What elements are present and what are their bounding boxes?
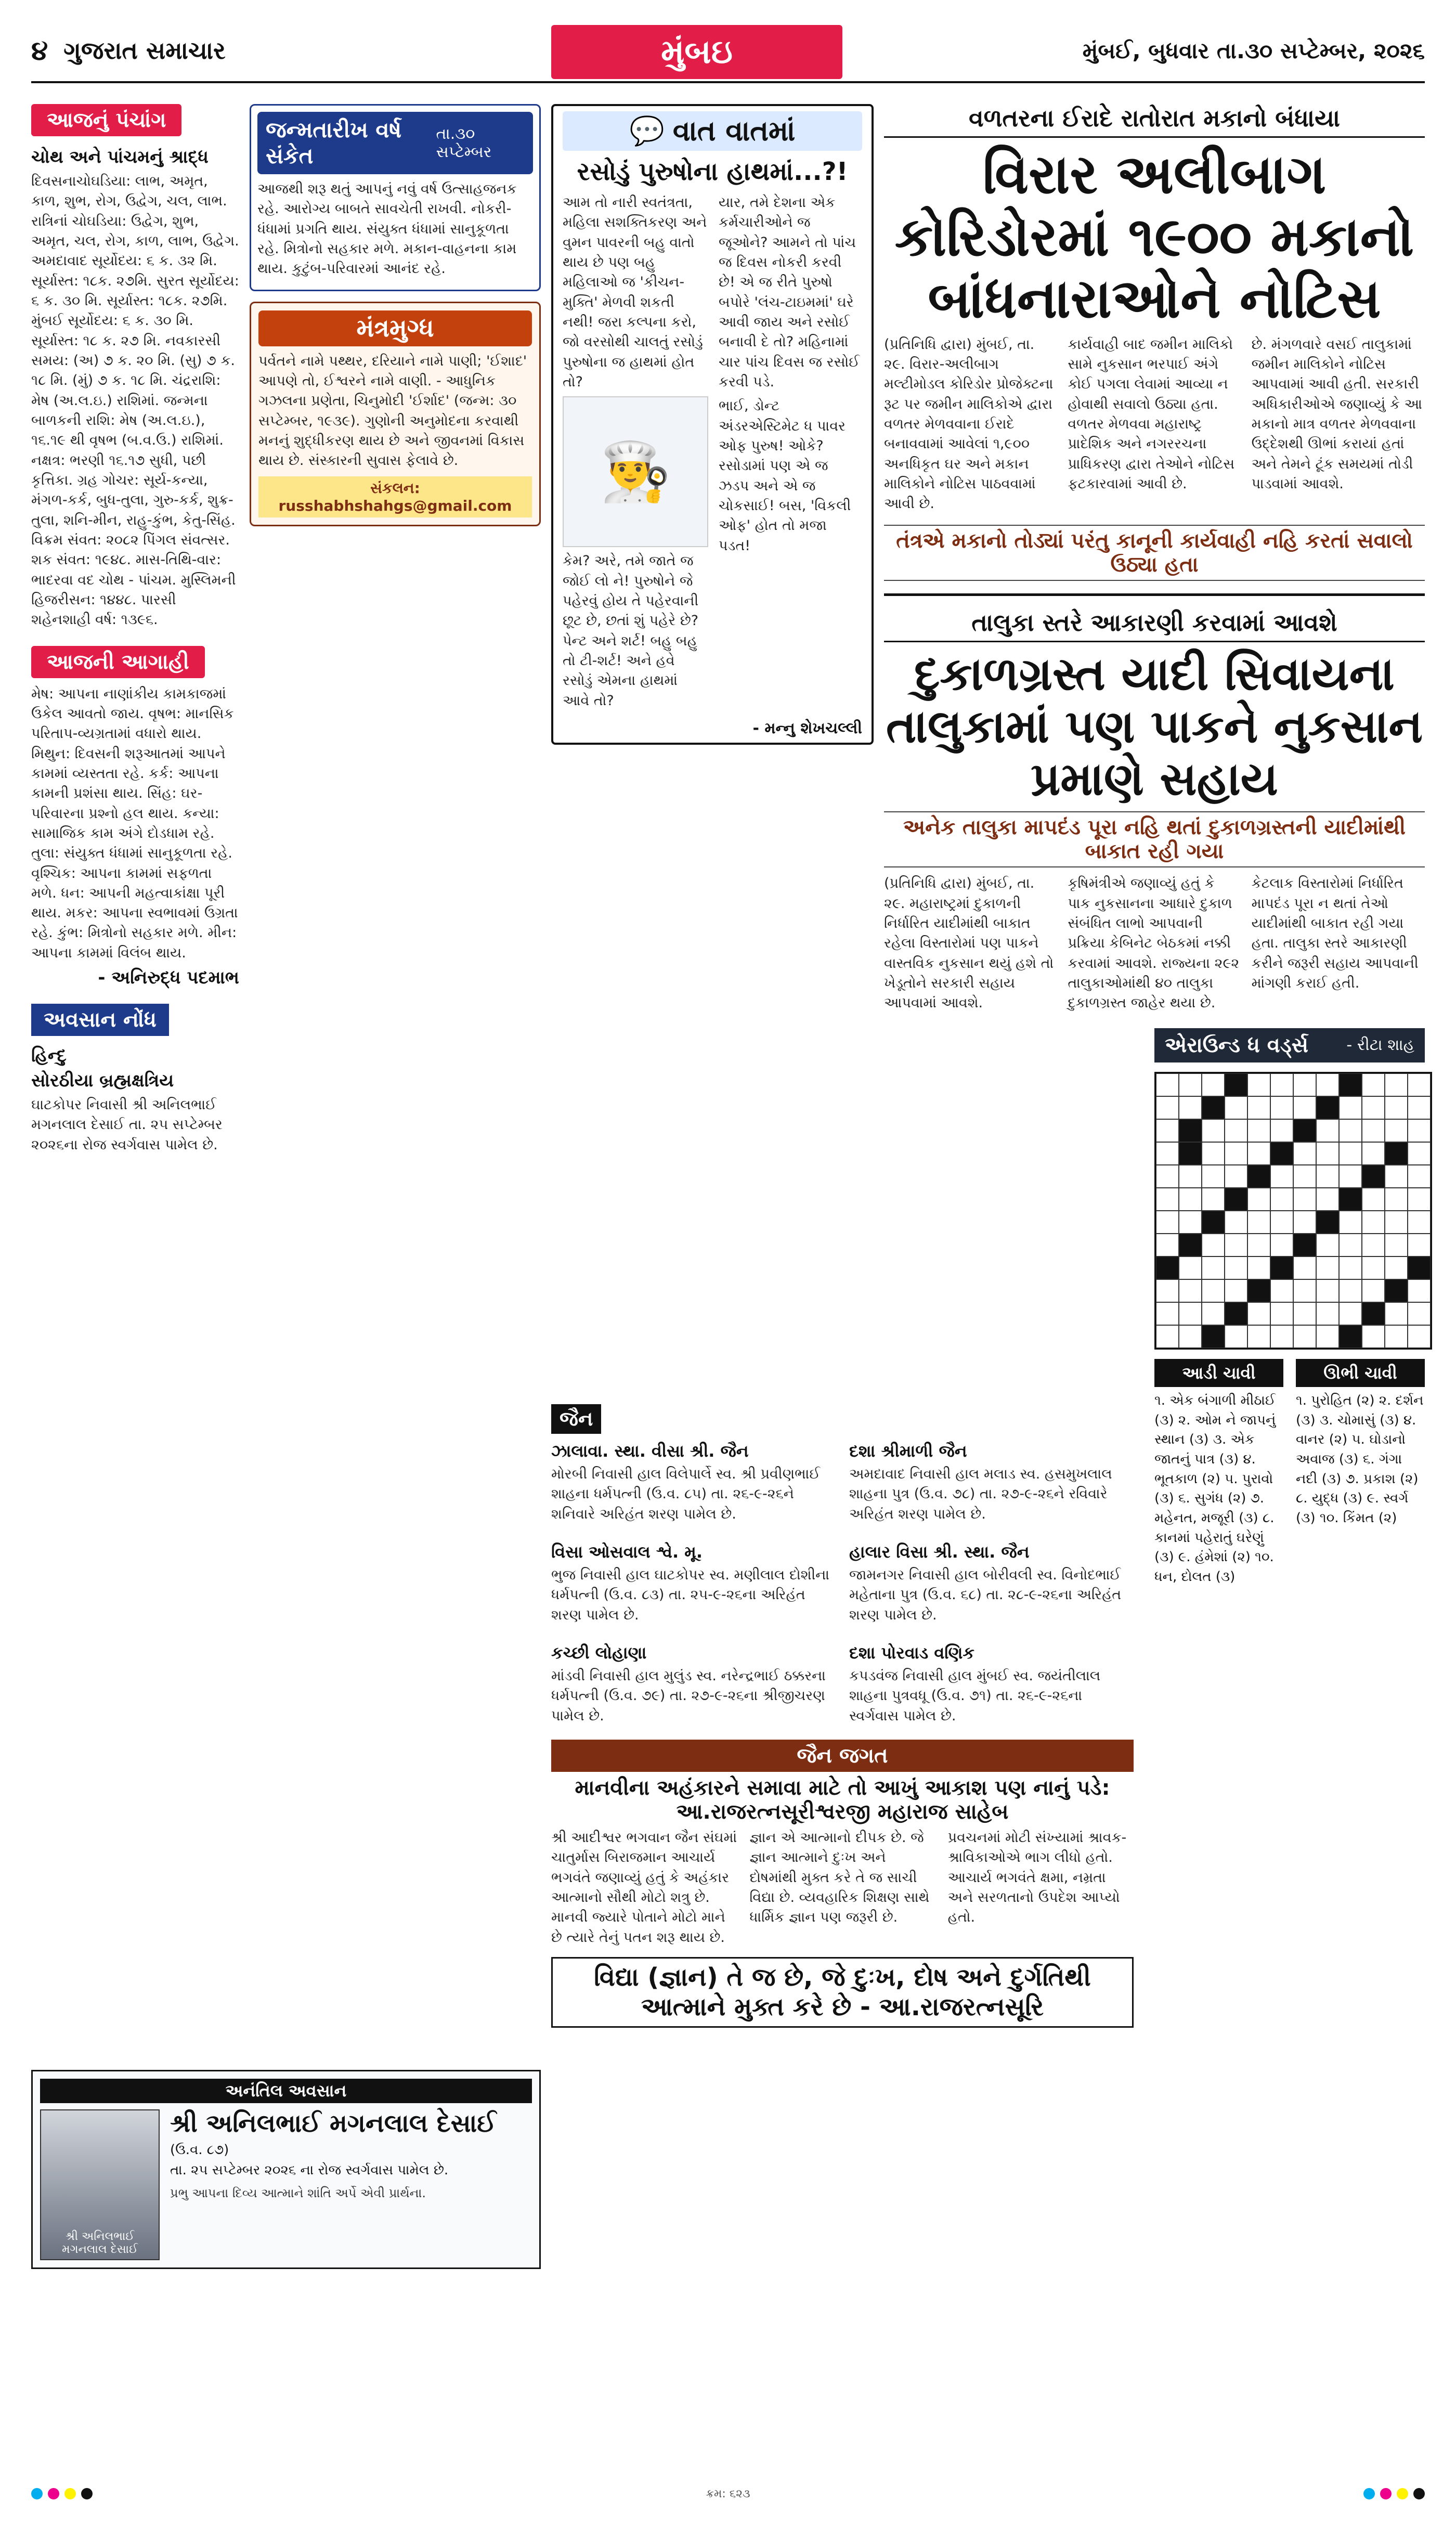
- crossword-cell[interactable]: [1179, 1073, 1202, 1096]
- crossword-cell[interactable]: [1270, 1256, 1293, 1279]
- crossword-cell[interactable]: [1179, 1279, 1202, 1302]
- crossword-cell[interactable]: [1339, 1073, 1362, 1096]
- crossword-cell[interactable]: [1385, 1302, 1408, 1325]
- crossword-cell[interactable]: [1316, 1256, 1339, 1279]
- crossword-cell[interactable]: [1385, 1165, 1408, 1188]
- crossword-cell[interactable]: [1156, 1119, 1179, 1142]
- vaat-text-2: યાર, તમે દેશના એક કર્મચારીઓને જ જૂઓને? આમને તો પાંચ જ દિવસ નોકરી કરવી છે! એ જ રીતે પુરુષો બપોરે 'લંચ-ટાઇમમાં' ઘરે આવી જાય અને રસોઈ બનાવી દે તો? મહિનામાં ચાર પાંચ દિવસ જ રસોઈ કરવી પડે.: [719, 195, 860, 390]
- crossword-cell[interactable]: [1179, 1188, 1202, 1211]
- crossword-cell[interactable]: [1339, 1234, 1362, 1256]
- crossword-cell[interactable]: [1293, 1119, 1316, 1142]
- crossword-cell[interactable]: [1179, 1302, 1202, 1325]
- tribute-photo-caption: શ્રી અનિલભાઈ મગનલાલ દેસાઈ: [61, 2230, 138, 2256]
- crossword-cell[interactable]: [1408, 1142, 1431, 1165]
- tribute-photo: [40, 2109, 160, 2260]
- magenta-dot-icon: [48, 2488, 59, 2499]
- crossword-cell[interactable]: [1225, 1256, 1247, 1279]
- crossword-cell[interactable]: [1202, 1165, 1225, 1188]
- crossword-cell[interactable]: [1225, 1119, 1247, 1142]
- crossword-cell[interactable]: [1362, 1234, 1385, 1256]
- obituary-item-title: વિસા ઓસવાલ શ્વે. મૂ.: [551, 1541, 703, 1562]
- black-dot-icon: [1413, 2488, 1425, 2499]
- crossword-cell[interactable]: [1156, 1325, 1179, 1348]
- crossword-cell[interactable]: [1270, 1188, 1293, 1211]
- tribute-info: [170, 2109, 496, 2200]
- crossword-cell[interactable]: [1247, 1188, 1270, 1211]
- crossword-cell[interactable]: [1362, 1211, 1385, 1234]
- crossword-cell[interactable]: [1339, 1188, 1362, 1211]
- forecast-author: - અનિરુદ્ધ પદમાભ: [98, 967, 239, 989]
- crossword-cell[interactable]: [1225, 1142, 1247, 1165]
- vaat-header: [563, 111, 862, 151]
- panchang-text: દિવસનાચોઘડિયા: લાભ, અમૃત, કાળ, શુભ, રોગ, ઉદ્વેગ, ચલ, લાભ. રાત્રિનાં ચોઘડિયા: ઉદ્વેગ, શુભ, અમૃત, ચલ, રોગ, કાળ, લાભ, ઉદ્વેગ. અમદાવાદ સૂર્યોદય: ૬ ક. ૩૨ મિ. સૂર્યાસ્ત: ૧૮ક. ૨૭મિ. સુરત સૂર્યોદય: ૬ ક. ૩૦ મિ. સૂર્યાસ્ત: ૧૮ક. ૨૭મિ. મુંબઈ સૂર્યોદય: ૬ ક. ૩૦ મિ. સૂર્યાસ્ત: ૧૮ ક. ૨૭ મિ. નવકારસી સમય: (અ) ૭ ક. ૨૦ મિ. (સુ) ૭ ક. ૧૮ મિ. (મું) ૭ ક. ૧૮ મિ. ચંદ્રરાશિ: મેષ (અ.લ.ઇ.) રાશિમાં. જન્મના બાળકની રાશિ: મેષ (અ.લ.ઇ.), ૧૬.૧૯ થી વૃષભ (બ.વ.ઉ.) રાશિમાં. નક્ષત્ર: ભરણી ૧૬.૧૭ સુધી, પછી કૃત્તિકા. ગ્રહ ગોચર: સૂર્ય-કન્યા, મંગળ-કર્ક, બુધ-તુલા, ગુરુ-કર્ક, શુક્ર-તુલા, શનિ-મીન, રાહુ-કુંભ, કેતુ-સિંહ. વિક્રમ સંવત: ૨૦૮૨ પિંગલ સંવત્સર. શક સંવત: ૧૯૪૮. માસ-તિથિ-વાર: ભાદરવા વદ ચોથ - પાંચમ. મુસ્લિમની હિજરીસન: ૧૪૪૮. પારસી શહેનશાહી વર્ષ: ૧૩૯૬.: [31, 173, 239, 628]
- crossword-cell[interactable]: [1385, 1325, 1408, 1348]
- birthday-date: તા.૩૦ સપ્ટેમ્બર: [436, 125, 492, 161]
- crossword-box: [1154, 1028, 1425, 1587]
- crossword-cell[interactable]: [1293, 1211, 1316, 1234]
- crossword-cell[interactable]: [1179, 1165, 1202, 1188]
- crossword-cell[interactable]: [1270, 1279, 1293, 1302]
- news2-col3: કેટલાક વિસ્તારોમાં નિર્ધારિત માપદંડ પૂરા ન થતાં તેઓ યાદીમાંથી બાકાત રહી ગયા હતા. તાલુકા સ્તરે આકારણી કરીને જરૂરી સહાય આપવાની માંગણી કરાઈ હતી.: [1251, 875, 1419, 991]
- crossword-cell[interactable]: [1362, 1325, 1385, 1348]
- crossword-cell[interactable]: [1247, 1119, 1270, 1142]
- crossword-author: - રીટા શાહ: [1346, 1036, 1414, 1055]
- city-banner: મુંબઇ: [551, 25, 842, 79]
- crossword-cell[interactable]: [1316, 1325, 1339, 1348]
- yellow-dot-icon: [1397, 2488, 1408, 2499]
- masthead-left: [31, 35, 226, 67]
- vaat-text-1: આમ તો નારી સ્વતંત્રતા, મહિલા સશક્તિકરણ અને વુમન પાવરની બહુ વાતો થાય છે પણ બહુ મહિલાઓ જ 'કીચન-મુક્તિ' મેળવી શકતી નથી! જરા કલ્પના કરો, જો વરસોથી ચાલતું રસોડું પુરુષોના જ હાથમાં હોત તો?: [563, 195, 707, 390]
- footer-code: ક્રમ: ૬૨૩: [706, 2487, 750, 2500]
- obituary-item: [849, 1441, 1134, 1528]
- birthday-box: [250, 104, 541, 291]
- crossword-cell[interactable]: [1293, 1142, 1316, 1165]
- news2-columns: [884, 874, 1425, 1017]
- crossword-cell[interactable]: [1156, 1302, 1179, 1325]
- obituary-item-title: દશા શ્રીમાળી જૈન: [849, 1441, 967, 1461]
- crossword-cell[interactable]: [1408, 1119, 1431, 1142]
- crossword-cell[interactable]: [1202, 1279, 1225, 1302]
- vaat-col-left: [563, 193, 708, 715]
- tribute-age: (ઉ.વ. ૮૭): [170, 2142, 229, 2158]
- down-header: ઊભી ચાવી: [1296, 1359, 1425, 1387]
- obituary-item-text: જામનગર નિવાસી હાલ બોરીવલી સ્વ. વિનોદભાઈ મહેતાના પુત્ર (ઉ.વ. ૬૮) તા. ૨૮-૯-૨૬ના અરિહંત શરણ પામેલ છે.: [849, 1566, 1122, 1623]
- crossword-grid: [1154, 1072, 1432, 1350]
- vaat-headline: રસોડું પુરુષોના હાથમાં...?!: [577, 157, 848, 186]
- crossword-cell[interactable]: [1247, 1279, 1270, 1302]
- obituary-item-title: કચ્છી લોહાણા: [551, 1642, 647, 1663]
- crossword-cell[interactable]: [1316, 1119, 1339, 1142]
- crossword-cell[interactable]: [1385, 1142, 1408, 1165]
- crossword-cell[interactable]: [1293, 1165, 1316, 1188]
- crossword-cell[interactable]: [1293, 1188, 1316, 1211]
- crossword-cell[interactable]: [1293, 1325, 1316, 1348]
- obituary-item-text: અમદાવાદ નિવાસી હાલ મલાડ સ્વ. હસમુખલાલ શાહના પુત્ર (ઉ.વ. ૭૮) તા. ૨૭-૯-૨૬ને રવિવારે અરિહંત શરણ પામેલ છે.: [849, 1466, 1112, 1522]
- down-text: ૧. પુરોહિત (૨) ૨. દર્શન (૩) ૩. ચોમાસું (૩) ૪. વાનર (૨) ૫. ઘોડાનો અવાજ (૩) ૬. ગંગા નદી (૩) ૭. પ્રકાશ (૨) ૮. યુદ્ધ (૩) ૯. સ્વર્ગ (૩) ૧૦. કિંમત (૨): [1296, 1392, 1424, 1526]
- crossword-cell[interactable]: [1362, 1096, 1385, 1119]
- crossword-cell[interactable]: [1179, 1142, 1202, 1165]
- crossword-cell[interactable]: [1247, 1096, 1270, 1119]
- obituary-item: [551, 1643, 836, 1730]
- avsan-text: ઘાટકોપર નિવાસી શ્રી અનિલભાઈ મગનલાલ દેસાઈ તા. ૨૫ સપ્ટેમ્બર ૨૦૨૬ના રોજ સ્વર્ગવાસ પામેલ છે.: [31, 1097, 223, 1153]
- crossword-cell[interactable]: [1247, 1211, 1270, 1234]
- crossword-cell[interactable]: [1202, 1211, 1225, 1234]
- crossword-cell[interactable]: [1202, 1325, 1225, 1348]
- crossword-cell[interactable]: [1270, 1325, 1293, 1348]
- vaat-column: [551, 104, 874, 745]
- crossword-cell[interactable]: [1179, 1234, 1202, 1256]
- crossword-cell[interactable]: [1202, 1096, 1225, 1119]
- crossword-cell[interactable]: [1385, 1256, 1408, 1279]
- crossword-cell[interactable]: [1270, 1234, 1293, 1256]
- vaat-col-right: [719, 193, 862, 715]
- news2-kicker: તાલુકા સ્તરે આકારણી કરવામાં આવશે: [884, 608, 1425, 642]
- obituary-item-title: હાલાર વિસા શ્રી. સ્થા. જૈન: [849, 1541, 1030, 1562]
- vaat-text-3: કેમ? અરે, તમે જાતે જ જોઈ લો ને! પુરુષોને જે પહેરવું હોય તે પહેરવાની છૂટ છે, છતાં શું પહેરે છે? પેન્ટ અને શર્ટ! બહુ બહુ તો ટી-શર્ટ! અને હવે રસોડું એમના હાથમાં આવે તો?: [563, 553, 699, 709]
- crossword-cell[interactable]: [1385, 1211, 1408, 1234]
- paper-name: ગુજરાત સમાચાર: [63, 36, 226, 64]
- tribute-box: [31, 2070, 541, 2269]
- crossword-cell[interactable]: [1293, 1302, 1316, 1325]
- vaat-author: - મન્નુ શેખચલ્લી: [752, 719, 862, 737]
- black-dot-icon: [81, 2488, 93, 2499]
- crossword-cell[interactable]: [1225, 1325, 1247, 1348]
- crossword-cell[interactable]: [1156, 1234, 1179, 1256]
- footer-bar: [31, 2486, 1425, 2502]
- obituary-item-text: ભુજ નિવાસી હાલ ઘાટકોપર સ્વ. મણીલાલ દોશીના ધર્મપત્ની (ઉ.વ. ૮૩) તા. ૨૫-૯-૨૬ના અરિહંત શરણ પામેલ છે.: [551, 1566, 830, 1623]
- crossword-cell[interactable]: [1316, 1165, 1339, 1188]
- crossword-cell[interactable]: [1247, 1165, 1270, 1188]
- crossword-cell[interactable]: [1362, 1279, 1385, 1302]
- crossword-cell[interactable]: [1339, 1119, 1362, 1142]
- news1-kicker: વળતરના ઈરાદે રાતોરાત મકાનો બંધાયા: [884, 104, 1425, 138]
- crossword-cell[interactable]: [1362, 1073, 1385, 1096]
- crossword-cell[interactable]: [1225, 1073, 1247, 1096]
- crossword-cell[interactable]: [1339, 1211, 1362, 1234]
- crossword-cell[interactable]: [1362, 1119, 1385, 1142]
- crossword-cell[interactable]: [1385, 1188, 1408, 1211]
- news-divider: [884, 593, 1425, 596]
- news1-col1: (પ્રતિનિધિ દ્વારા) મુંબઈ, તા. ૨૯. વિરાર-અલીબાગ મલ્ટીમોડલ કોરિડોર પ્રોજેક્ટના રૂટ પર જમીન માલિકોએ દ્વારા વળતર મેળવવાના ઈરાદે બનાવવામાં આવેલાં ૧,૯૦૦ અનધિકૃત ઘર અને મકાન માલિકોને નોટિસ પાઠવવામાં આવી છે.: [884, 336, 1054, 512]
- crossword-cell[interactable]: [1316, 1188, 1339, 1211]
- vaat-title: વાત વાતમાં: [672, 114, 796, 147]
- crossword-cell[interactable]: [1385, 1279, 1408, 1302]
- birthday-column: [250, 104, 541, 526]
- birthday-header: [257, 112, 533, 174]
- tribute-name: શ્રી અનિલભાઈ મગનલાલ દેસાઈ: [170, 2109, 497, 2138]
- crossword-cell[interactable]: [1385, 1073, 1408, 1096]
- crossword-cell[interactable]: [1225, 1279, 1247, 1302]
- news1-subhead: તંત્રએ મકાનો તોડ્યાં પરંતુ કાનૂની કાર્યવાહી નહિ કરતાં સવાલો ઉઠ્યા હતા: [884, 525, 1425, 581]
- tribute-title: અનંતિલ અવસાન: [40, 2079, 532, 2103]
- crossword-cell[interactable]: [1179, 1096, 1202, 1119]
- crossword-cell[interactable]: [1385, 1119, 1408, 1142]
- news1-col3: છે. મંગળવારે વસઈ તાલુકામાં જમીન માલિકોને નોટિસ આપવામાં આવી હતી. સરકારી અધિકારીઓએ જણાવ્યું કે આ મકાનો માત્ર વળતર મેળવવાના ઉદ્દેશથી ઊભાં કરાયાં હતાં અને તેમને ટૂંક સમયમાં તોડી પાડવામાં આવશે.: [1251, 336, 1422, 493]
- crossword-cell[interactable]: [1362, 1188, 1385, 1211]
- chef-illustration-icon: 👨‍🍳: [563, 396, 708, 547]
- crossword-cell[interactable]: [1225, 1234, 1247, 1256]
- crossword-cell[interactable]: [1293, 1096, 1316, 1119]
- jain-col1: શ્રી આદીશ્વર ભગવાન જૈન સંઘમાં ચાતુર્માસ બિરાજમાન આચાર્ય ભગવંતે જણાવ્યું હતું કે અહંકાર આત્માનો સૌથી મોટો શત્રુ છે. માનવી જ્યારે પોતાને મોટો માને છે ત્યારે તેનું પતન શરૂ થાય છે.: [551, 1829, 737, 1946]
- registration-marks-right: [1363, 2488, 1425, 2499]
- obituary-item: [849, 1542, 1134, 1629]
- jain-banner: જૈન જગત: [551, 1740, 1134, 1772]
- crossword-cell[interactable]: [1408, 1279, 1431, 1302]
- news2-subhead: અનેક તાલુકા માપદંડ પૂરા નહિ થતાં દુકાળગ્રસ્તની યાદીમાંથી બાકાત રહી ગયા: [884, 811, 1425, 867]
- crossword-cell[interactable]: [1156, 1256, 1179, 1279]
- crossword-cell[interactable]: [1408, 1211, 1431, 1234]
- crossword-cell[interactable]: [1339, 1142, 1362, 1165]
- crossword-cell[interactable]: [1202, 1119, 1225, 1142]
- crossword-cell[interactable]: [1225, 1302, 1247, 1325]
- news2-headline: દુકાળગ્રસ્ત યાદી સિવાયના તાલુકામાં પણ પાકને નુકસાન પ્રમાણે સહાય: [886, 646, 1423, 806]
- crossword-cell[interactable]: [1408, 1073, 1431, 1096]
- crossword-cell[interactable]: [1156, 1165, 1179, 1188]
- obituary-section: [551, 1404, 1134, 2033]
- crossword-cell[interactable]: [1247, 1142, 1270, 1165]
- obituary-item: [849, 1643, 1134, 1730]
- registration-marks: [31, 2488, 93, 2499]
- crossword-cell[interactable]: [1408, 1256, 1431, 1279]
- crossword-cell[interactable]: [1270, 1119, 1293, 1142]
- crossword-cell[interactable]: [1385, 1234, 1408, 1256]
- crossword-cell[interactable]: [1202, 1073, 1225, 1096]
- crossword-cell[interactable]: [1316, 1096, 1339, 1119]
- crossword-cell[interactable]: [1156, 1073, 1179, 1096]
- crossword-cell[interactable]: [1247, 1325, 1270, 1348]
- crossword-cell[interactable]: [1362, 1165, 1385, 1188]
- crossword-cell[interactable]: [1316, 1142, 1339, 1165]
- crossword-cell[interactable]: [1408, 1325, 1431, 1348]
- obituary-header: જૈન: [551, 1404, 601, 1434]
- crossword-cell[interactable]: [1408, 1234, 1431, 1256]
- crossword-cell[interactable]: [1339, 1302, 1362, 1325]
- news2-col2: કૃષિમંત્રીએ જણાવ્યું હતું કે પાક નુકસાનના આધારે દુકાળ સંબંધિત લાભો આપવાની પ્રક્રિયા કેબિનેટ બેઠકમાં નક્કી કરવામાં આવશે. રાજ્યના ૨૯૨ તાલુકાઓમાંથી ૪૦ તાલુકા દુકાળગ્રસ્ત જાહેર થયા છે.: [1068, 875, 1240, 1012]
- crossword-cell[interactable]: [1156, 1279, 1179, 1302]
- mantra-title: મંત્રમુગ્ધ: [258, 310, 532, 346]
- news1-columns: [884, 335, 1425, 519]
- obituary-item: [551, 1542, 836, 1629]
- crossword-cell[interactable]: [1408, 1096, 1431, 1119]
- crossword-cell[interactable]: [1316, 1279, 1339, 1302]
- crossword-cell[interactable]: [1247, 1234, 1270, 1256]
- crossword-cell[interactable]: [1408, 1188, 1431, 1211]
- crossword-cell[interactable]: [1179, 1256, 1202, 1279]
- vaat-columns: [563, 193, 862, 715]
- down-clues: [1296, 1359, 1425, 1587]
- news1-headline: વિરાર અલીબાગ કોરિડોરમાં ૧૯૦૦ મકાનો બાંધનારાઓને નોટિસ: [894, 142, 1414, 331]
- crossword-cell[interactable]: [1247, 1256, 1270, 1279]
- jain-col3: પ્રવચનમાં મોટી સંખ્યામાં શ્રાવક-શ્રાવિકાઓએ ભાગ લીધો હતો. આચાર્ય ભગવંતે ક્ષમા, નમ્રતા અને સરળતાનો ઉપદેશ આપ્યો હતો.: [947, 1829, 1127, 1926]
- crossword-cell[interactable]: [1270, 1211, 1293, 1234]
- mantra-text: પર્વતને નામે પથ્થર, દરિયાને નામે પાણી; 'ઈશાદ' આપણે તો, ઈશ્વરને નામે વાણી. - આધુનિક ગઝલના પ્રણેતા, ચિનુમોદી 'ઈર્શાદ' (જન્મ: ૩૦ સપ્ટેમ્બર, ૧૯૩૯). ગુણોની અનુમોદના કરવાથી મનનું શુદ્ધીકરણ થાય છે અને જીવનમાં વિકાસ થાય છે. સંસ્કારની સુવાસ ફેલાવે છે.: [258, 353, 527, 469]
- crossword-clues: [1154, 1359, 1425, 1587]
- crossword-cell[interactable]: [1270, 1302, 1293, 1325]
- jain-headline-2: વિદ્યા (જ્ઞાન) તે જ છે, જે દુઃખ, દોષ અને દુર્ગતિથી આત્માને મુક્ત કરે છે - આ.રાજરત્નસૂરિ: [551, 1957, 1134, 2028]
- news2-col1: (પ્રતિનિધિ દ્વારા) મુંબઈ, તા. ૨૯. મહારાષ્ટ્રમાં દુકાળની નિર્ધારિત યાદીમાંથી બાકાત રહેલા વિસ્તારોમાં પણ પાકને વાસ્તવિક નુકસાન થયું હશે તો ખેડૂતોને સરકારી સહાય આપવામાં આવશે.: [884, 875, 1054, 1012]
- tribute-body: [40, 2109, 532, 2260]
- dateline: મુંબઈ, બુધવાર તા.૩૦ સપ્ટેમ્બર, ૨૦૨૬: [1082, 38, 1425, 63]
- vaat-box: [551, 104, 874, 745]
- crossword-cell[interactable]: [1179, 1119, 1202, 1142]
- crossword-cell[interactable]: [1270, 1096, 1293, 1119]
- left-column: [31, 104, 239, 1159]
- crossword-cell[interactable]: [1339, 1256, 1362, 1279]
- yellow-dot-icon: [64, 2488, 76, 2499]
- crossword-cell[interactable]: [1316, 1073, 1339, 1096]
- crossword-cell[interactable]: [1270, 1142, 1293, 1165]
- cyan-dot-icon: [31, 2488, 43, 2499]
- jain-headline: માનવીના અહંકારને સમાવા માટે તો આખું આકાશ પણ નાનું પડે: આ.રાજરત્નસૂરીશ્વરજી મહારાજ સાહેબ: [575, 1776, 1110, 1824]
- across-header: આડી ચાવી: [1154, 1359, 1283, 1387]
- crossword-cell[interactable]: [1362, 1256, 1385, 1279]
- crossword-cell[interactable]: [1225, 1211, 1247, 1234]
- obituary-item-title: ઝાલાવા. સ્થા. વીસા શ્રી. જૈન: [551, 1441, 749, 1461]
- crossword-cell[interactable]: [1339, 1096, 1362, 1119]
- forecast-text: મેષ: આપના નાણાંકીય કામકાજમાં ઉકેલ આવતો જાય. વૃષભ: માનસિક પરિતાપ-વ્યગ્રતામાં વધારો થાય. મિથુન: દિવસની શરૂઆતમાં આપને કામમાં વ્યસ્તતા રહે. કર્ક: આપના કામની પ્રશંસા થાય. સિંહ: ઘર-પરિવારના પ્રશ્નો હલ થાય. કન્યા: સામાજિક કામ અંગે દોડધામ રહે. તુલા: સંયુક્ત ધંધામાં સાનુકૂળતા રહે. વૃશ્ચિક: આપના કામમાં સફળતા મળે. ધન: આપની મહત્વાકાંક્ષા પૂરી થાય. મકર: આપના સ્વભાવમાં ઉગ્રતા રહે. કુંભ: મિત્રોનો સહકાર મળે. મીન: આપના કામમાં વિલંબ થાય.: [31, 685, 238, 961]
- avsan-header: અવસાન નોંધ: [31, 1004, 169, 1036]
- jain-col2: જ્ઞાન એ આત્માનો દીપક છે. જે જ્ઞાન આત્માને દુઃખ અને દોષમાંથી મુક્ત કરે તે જ સાચી વિદ્યા છે. વ્યવહારિક શિક્ષણ સાથે ધાર્મિક જ્ઞાન પણ જરૂરી છે.: [749, 1829, 930, 1926]
- crossword-cell[interactable]: [1202, 1302, 1225, 1325]
- avsan-subhead: હિન્દુ: [31, 1045, 67, 1067]
- avsan-community: સોરઠીયા બ્રહ્મક્ષત્રિય: [31, 1070, 174, 1092]
- panchang-title: ચોથ અને પાંચમનું શ્રાદ્ધ: [31, 147, 209, 167]
- crossword-cell[interactable]: [1202, 1256, 1225, 1279]
- cyan-dot-icon: [1363, 2488, 1375, 2499]
- crossword-cell[interactable]: [1156, 1142, 1179, 1165]
- crossword-cell[interactable]: [1316, 1234, 1339, 1256]
- crossword-cell[interactable]: [1270, 1073, 1293, 1096]
- news1-col2: કાર્યવાહી બાદ જમીન માલિકો સામે નુકસાન ભરપાઈ અંગે કોઈ પગલા લેવામાં આવ્યા ન હોવાથી સવાલો ઉઠ્યા હતા. વળતર મેળવવા મહારાષ્ટ્ર પ્રાદેશિક અને નગરરચના પ્રાધિકરણ દ્વારા તેઓને નોટિસ ફટકારવામાં આવી છે.: [1068, 336, 1235, 493]
- tribute-text: તા. ૨૫ સપ્ટેમ્બર ૨૦૨૬ ના રોજ સ્વર્ગવાસ પામેલ છે.: [170, 2162, 449, 2179]
- crossword-cell[interactable]: [1225, 1096, 1247, 1119]
- crossword-cell[interactable]: [1247, 1073, 1270, 1096]
- crossword-cell[interactable]: [1293, 1256, 1316, 1279]
- across-clues: [1154, 1359, 1283, 1587]
- crossword-cell[interactable]: [1362, 1302, 1385, 1325]
- birthday-text: આજથી શરૂ થતું આપનું નવું વર્ષ ઉત્સાહજનક રહે. આરોગ્ય બાબતે સાવચેતી રાખવી. નોકરી-ધંધામાં પ્રગતિ થાય. સંયુક્ત ધંધામાં સાનુકૂળતા રહે. મિત્રોનો સહકાર મળે. મકાન-વાહનના કામ થાય. કુટુંબ-પરિવારમાં આનંદ રહે.: [257, 181, 517, 277]
- news-column: [884, 104, 1425, 1587]
- crossword-cell[interactable]: [1339, 1325, 1362, 1348]
- crossword-cell[interactable]: [1408, 1302, 1431, 1325]
- crossword-cell[interactable]: [1408, 1165, 1431, 1188]
- panchang-header: આજનું પંચાંગ: [31, 104, 181, 136]
- crossword-cell[interactable]: [1156, 1096, 1179, 1119]
- tribute-footer: પ્રભુ આપના દિવ્ય આત્માને શાંતિ અર્પે એવી પ્રાર્થના.: [170, 2186, 426, 2201]
- crossword-cell[interactable]: [1179, 1211, 1202, 1234]
- crossword-cell[interactable]: [1202, 1142, 1225, 1165]
- obituary-item-text: કપડવંજ નિવાસી હાલ મુંબઈ સ્વ. જયંતીલાલ શાહના પુત્રવધૂ (ઉ.વ. ૭૧) તા. ૨૬-૯-૨૬ના સ્વર્ગવાસ પામેલ છે.: [849, 1667, 1101, 1724]
- page-number: ૪: [31, 35, 48, 67]
- crossword-cell[interactable]: [1225, 1165, 1247, 1188]
- speech-bubble-icon: 💬: [629, 114, 665, 147]
- crossword-cell[interactable]: [1247, 1302, 1270, 1325]
- crossword-cell[interactable]: [1202, 1234, 1225, 1256]
- crossword-cell[interactable]: [1385, 1096, 1408, 1119]
- crossword-cell[interactable]: [1293, 1234, 1316, 1256]
- obituary-item-title: દશા પોરવાડ વણિક: [849, 1642, 975, 1663]
- obituary-item: [551, 1441, 836, 1528]
- masthead: [31, 21, 1425, 83]
- magenta-dot-icon: [1380, 2488, 1392, 2499]
- crossword-cell[interactable]: [1179, 1325, 1202, 1348]
- birthday-title: જન્મતારીખ વર્ષ સંકેત: [266, 117, 402, 169]
- tribute-wrap: [31, 2059, 541, 2269]
- jain-columns: [551, 1828, 1134, 1952]
- crossword-cell[interactable]: [1362, 1142, 1385, 1165]
- across-text: ૧. એક બંગાળી મીઠાઈ (૩) ૨. ઓમ ને જાપનું સ્થાન (૩) ૩. એક જાતનું પાત્ર (૩) ૪. ભૂતકાળ (૨) ૫. પુરાવો (૩) ૬. સુગંધ (૨) ૭. મહેનત, મજૂરી (૩) ૮. કાનમાં પહેરાતું ઘરેણું (૩) ૯. હંમેશાં (૨) ૧૦. ધન, દોલત (૩): [1154, 1392, 1276, 1585]
- crossword-header: [1154, 1028, 1425, 1062]
- mantra-footer: સંકલન: russhabhshahgs@gmail.com: [258, 476, 532, 517]
- obituary-columns: [551, 1441, 1134, 1730]
- crossword-cell[interactable]: [1316, 1211, 1339, 1234]
- crossword-cell[interactable]: [1156, 1211, 1179, 1234]
- crossword-cell[interactable]: [1293, 1279, 1316, 1302]
- crossword-cell[interactable]: [1202, 1188, 1225, 1211]
- crossword-cell[interactable]: [1293, 1073, 1316, 1096]
- forecast-header: આજની આગાહી: [31, 646, 205, 678]
- crossword-title: એરાઉન્ડ ધ વર્ડ્સ: [1165, 1033, 1309, 1057]
- vaat-text-4: ભાઈ, ડોન્ટ અંડરએસ્ટિમેટ ધ પાવર ઓફ પુરુષ! ઓકે? રસોડામાં પણ એ જ ઝડપ અને એ જ ચોકસાઈ! બસ, 'વિકલી ઓફ' હોત તો મજા પડત!: [719, 398, 851, 554]
- obituary-item-text: મોરબી નિવાસી હાલ વિલેપાર્લે સ્વ. શ્રી પ્રવીણભાઈ શાહના ધર્મપત્ની (ઉ.વ. ૮૫) તા. ૨૬-૯-૨૬ને શનિવારે અરિહંત શરણ પામેલ છે.: [551, 1466, 821, 1522]
- crossword-cell[interactable]: [1339, 1279, 1362, 1302]
- crossword-cell[interactable]: [1316, 1302, 1339, 1325]
- crossword-cell[interactable]: [1225, 1188, 1247, 1211]
- crossword-cell[interactable]: [1339, 1165, 1362, 1188]
- crossword-cell[interactable]: [1156, 1188, 1179, 1211]
- mantra-box: [250, 302, 541, 526]
- crossword-cell[interactable]: [1270, 1165, 1293, 1188]
- obituary-item-text: માંડવી નિવાસી હાલ મુલુંડ સ્વ. નરેન્દ્રભાઈ ઠક્કરના ધર્મપત્ની (ઉ.વ. ૭૯) તા. ૨૭-૯-૨૬ના શ્રીજીચરણ પામેલ છે.: [551, 1667, 826, 1724]
